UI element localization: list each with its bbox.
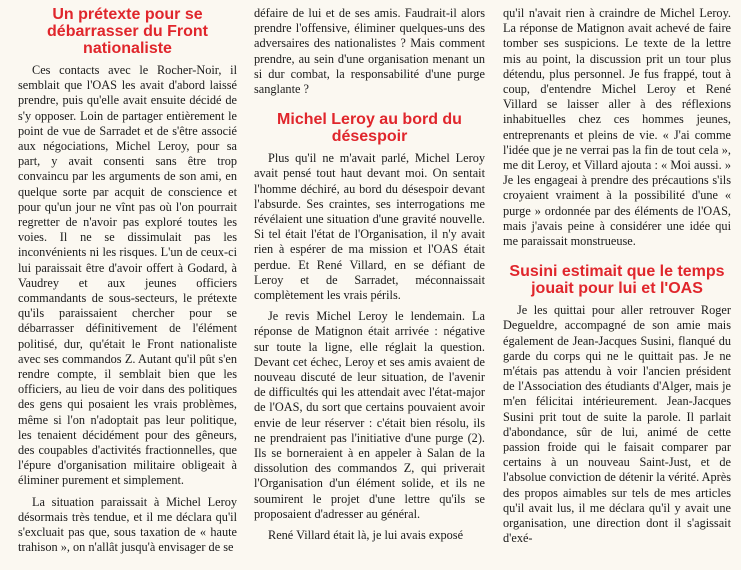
- heading-susini: Susini estimait que le temps jouait pour lui et l'OAS: [509, 263, 725, 298]
- paragraph: Je les quittai pour aller retrouver Roger Degueldre, accompagné de son amie mais également de Jean-Jacques Susini, flanqué du garde du corps qui ne le quittait pas. Je ne m'étais pas attendu à voir l'ancien président de l'Association des étudiants d'Alger, mais je m'en félicitai intérieurement. Jean-Jacques Susini prit tout de suite la parole. Il parlait d'abondance, sûr de lui, animé de cette passion froide qui le faisait comparer par certains à un nouveau Saint-Just, et de l'absolue conviction de détenir la vérité. Après des propos aimables sur tels de mes articles qu'il avait lus, il me déclara qu'il y avait une organisation, une direction dont il s'agissait d'exé-: [503, 303, 731, 546]
- column-2: [248, 0, 491, 570]
- paragraph: René Villard était là, je lui avais exposé: [268, 528, 464, 543]
- paragraph: Ces contacts avec le Rocher-Noir, il semblait que l'OAS les avait d'abord laissé prendre, puis qu'elle avait ensuite décidé de s'y opposer. Loin de partager entièrement le point de vue de Sarradet et de s'être associé aux négociations, Michel Leroy, pour sa part, y avait consenti sans être trop convaincu par les arguments de son ami, en quelque sorte par acquit de conscience et pour qu'un jour ne vînt pas où l'on pourrait regretter de n'avoir pas exploré toutes les voies. Il ne se dissimulait pas les inconvénients ni les risques. L'un de ceux-ci lui paraissait être d'avoir offert à Godard, à Vaudrey et aux jeunes officiers commandants de sous-secteurs, le prétexte qu'ils paraissaient chercher pour se débarrasser définitivement de l'élément politisé, dur, qu'était le Front nationaliste avec ses commandos Z. Autant qu'il pût s'en rendre compte, il semblait bien que les officiers, au lieu de voir dans des politiques des gens qui posaient les vrais problèmes, même si l'on n'adoptait pas leur politique, les tenaient décidément pour des gêneurs, des coupables d'activités fractionnelles, que l'épure d'organisation militaire obligeait à éliminer purement et simplement.: [18, 63, 237, 488]
- heading-pretexte: Un prétexte pour se débarrasser du Front nationaliste: [47, 6, 208, 57]
- heading-desespoir: Michel Leroy au bord du désespoir: [277, 111, 462, 146]
- paragraph: Je revis Michel Leroy le lendemain. La réponse de Matignon était arrivée : négative sur toute la ligne, elle réglait la question. Devant cet échec, Leroy et ses amis avaient de nouveau discuté de leur situation, de l'avenir de difficultés qui les attendait avec l'état-major de l'OAS, du sort que certains pouvaient avoir envie de leur réserver : c'était bien résolu, ils ne prendraient pas l'initiative d'une purge (2). Ils se borneraient à en appeler à Salan de la dissolution des commandos Z, qui priverait l'Organisation d'un élément solide, et ils ne soumirent le projet d'une lettre qu'ils se proposaient d'adresser au général.: [254, 309, 485, 521]
- column-1: [0, 0, 243, 570]
- paragraph: défaire de lui et de ses amis. Faudrait-il alors prendre l'offensive, éliminer quelques-uns des adversaires des nationalistes ? Mais comment prendre, au sein d'une organisation menant un si dur combat, la responsabilité d'une purge sanglante ?: [254, 6, 485, 97]
- paragraph: Plus qu'il ne m'avait parlé, Michel Leroy avait pensé tout haut devant moi. On sentait l'homme déchiré, au bord du désespoir devant l'absurde. Ses craintes, ses interrogations me révélaient une situation d'une gravité nouvelle. Si tel était l'état de l'Organisation, il n'y avait rien à espérer de ma mission et l'OAS était perdue. Et René Villard, en se défiant de Leroy et de Sarradet, méconnaissait complètement les vrais périls.: [254, 151, 485, 303]
- column-3: [497, 0, 741, 570]
- paragraph: La situation paraissait à Michel Leroy désormais très tendue, et il me déclara qu'il s'excluait pas que, sous taxation de « haute trahison », on n'allât jusqu'à envisager de se: [18, 494, 237, 555]
- paragraph: qu'il n'avait rien à craindre de Michel Leroy. La réponse de Matignon avait achevé de faire tomber ses suspicions. Le texte de la lettre mis au point, la discussion prit un tour plus détendu, plus personnel. Je fus frappé, tout à coup, d'entendre Michel Leroy et René Villard se laisser aller à des réflexions inhabituelles chez ces hommes jeunes, entreprenants et pleins de vie. « J'ai comme l'idée que je ne verrai pas la fin de tout cela », me dit Leroy, et Villard ajouta : « Moi aussi. » Je les engageai à prendre des précautions s'ils croyaient vraiment à la possibilité d'une « purge » ordonnée par des éléments de l'OAS, mais j'avais peine à considérer une idée qui me paraissait monstrueuse.: [503, 6, 731, 249]
